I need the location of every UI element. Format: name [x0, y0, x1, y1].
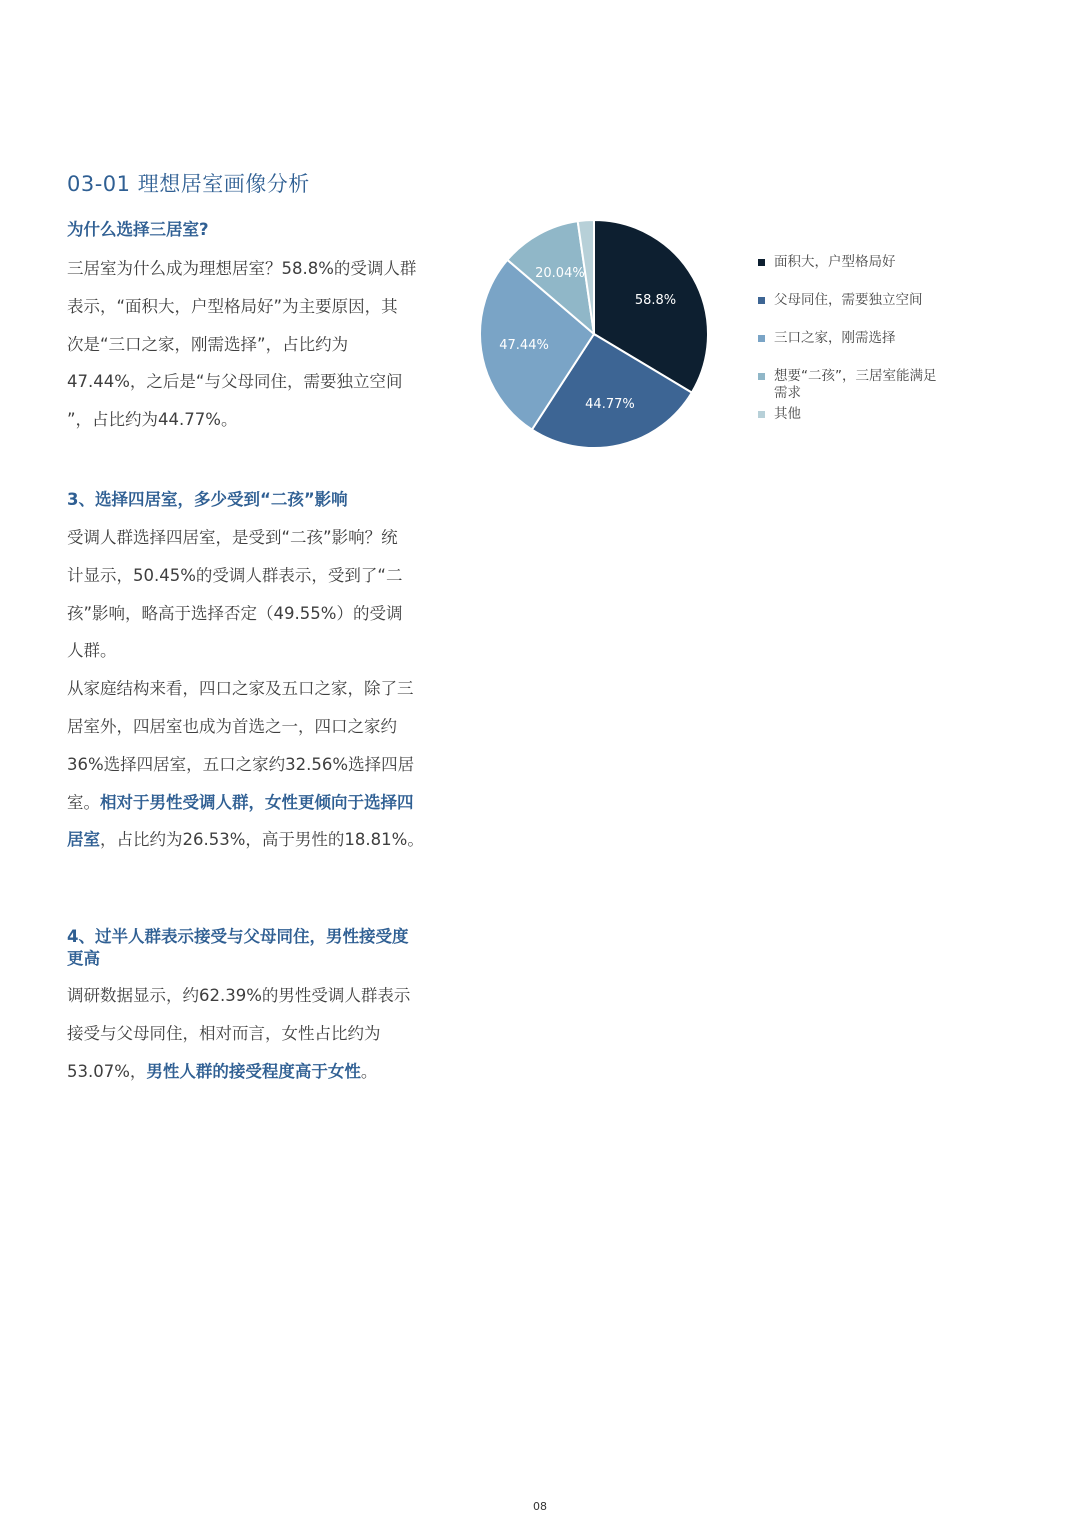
text-line: 受调人群选择四居室，是受到“二孩”影响？统 — [67, 528, 398, 547]
text-highlight: 男性人群的接受程度高于女性 — [146, 1061, 361, 1081]
text-line: 人群。 — [67, 641, 117, 661]
legend-swatch — [758, 297, 765, 304]
text-line: 表示，“面积大，户型格局好”为主要原因，其 — [67, 296, 398, 316]
text-line: 计显示，50.45%的受调人群表示，受到了“二 — [67, 565, 403, 585]
pie-slices — [480, 220, 708, 448]
text-line: 调研数据显示，约62.39%的男性受调人群表示 — [67, 986, 411, 1005]
legend-item — [756, 368, 986, 402]
text-normal: 室。 — [67, 792, 100, 812]
legend-item — [756, 254, 986, 271]
text-normal: 53.07%， — [67, 1061, 147, 1081]
text-normal: 。 — [360, 1061, 378, 1081]
legend-label: 三口之家，刚需选择 — [774, 330, 896, 346]
text-line — [67, 821, 447, 859]
pie-data-label: 47.44% — [499, 338, 549, 354]
pie-data-label: 20.04% — [535, 266, 585, 282]
text-line — [67, 1053, 447, 1091]
text-line: 居室外，四居室也成为首选之一，四口之家约 — [67, 716, 397, 736]
text-line — [67, 784, 447, 822]
section-title: 03-01 理想居室画像分析 — [67, 172, 310, 196]
legend-swatch — [758, 259, 765, 266]
text-highlight: 居室 — [67, 830, 100, 850]
text-highlight: 相对于男性受调人群，女性更倾向于选择四 — [100, 792, 414, 812]
text-normal: ，占比约为26.53%，高于男性的18.81%。 — [100, 830, 424, 850]
legend-swatch — [758, 373, 765, 380]
text-line: 孩”影响，略高于选择否定（49.55%）的受调 — [67, 603, 403, 623]
legend-swatch — [758, 335, 765, 342]
heading-line: 4、过半人群表示接受与父母同住，男性接受度 — [67, 927, 409, 946]
heading-four-bedroom: 3、选择四居室，多少受到“二孩”影响 — [67, 490, 348, 509]
text-line: 从家庭结构来看，四口之家及五口之家，除了三 — [67, 679, 414, 699]
legend-item — [756, 292, 986, 309]
page-number: 08 — [533, 1500, 547, 1513]
legend-item — [756, 406, 986, 423]
pie-chart — [470, 210, 720, 460]
pie-data-label: 58.8% — [634, 293, 677, 309]
legend-item — [756, 330, 986, 347]
text-line: ”，占比约为44.77%。 — [67, 410, 238, 430]
paragraph-three-bedroom — [67, 250, 447, 439]
legend-label: 想要“二孩”，三居室能满足 — [774, 368, 937, 384]
paragraph-four-bedroom — [67, 519, 447, 859]
legend-label: 需求 — [774, 385, 801, 401]
text-line: 47.44%，之后是“与父母同住，需要独立空间 — [67, 372, 403, 392]
text-line: 36%选择四居室，五口之家约32.56%选择四居 — [67, 754, 415, 774]
chart-legend — [756, 254, 986, 423]
legend-label: 父母同住，需要独立空间 — [774, 292, 923, 308]
paragraph-live-with-parents — [67, 977, 447, 1090]
text-line: 三居室为什么成为理想居室？58.8%的受调人群 — [67, 259, 417, 278]
text-line: 次是“三口之家，刚需选择”，占比约为 — [67, 334, 349, 354]
heading-line: 更高 — [67, 949, 100, 968]
legend-label: 其他 — [774, 406, 801, 422]
legend-label: 面积大，户型格局好 — [774, 254, 896, 270]
legend-swatch — [758, 411, 765, 418]
heading-why-three-bedroom: 为什么选择三居室? — [67, 220, 209, 239]
heading-live-with-parents — [67, 926, 447, 970]
pie-data-label: 44.77% — [585, 396, 635, 412]
text-line: 接受与父母同住，相对而言，女性占比约为 — [67, 1023, 381, 1043]
